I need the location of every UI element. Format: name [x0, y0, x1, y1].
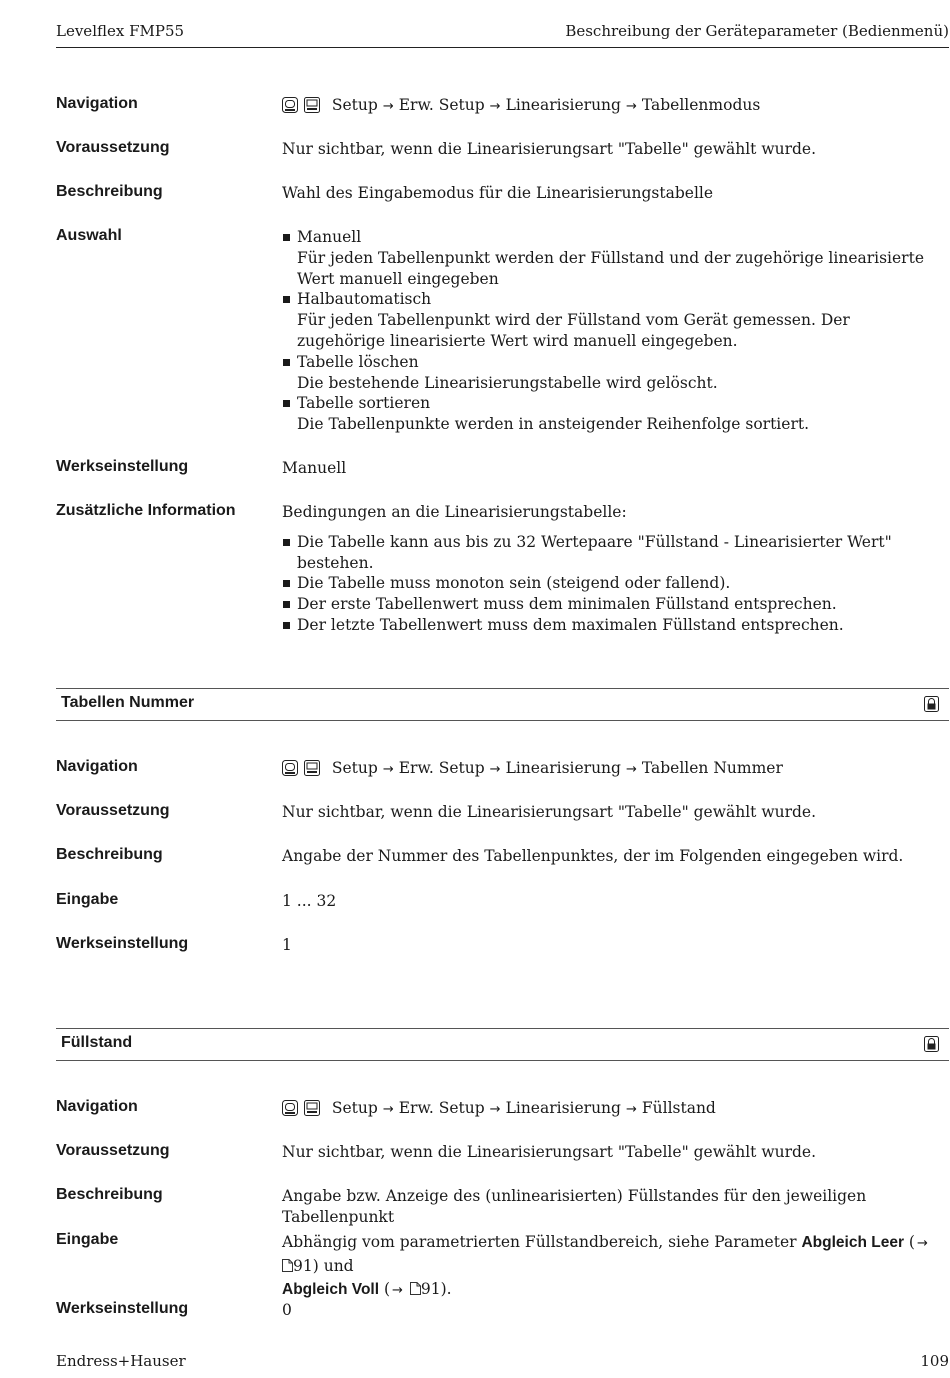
eingabe-value: 1 ... 32	[282, 892, 337, 910]
arrow-right-icon: →	[382, 762, 394, 777]
operating-tool-icon	[282, 760, 298, 776]
arrow-right-icon: →	[382, 1102, 394, 1117]
arrow-right-icon: →	[625, 762, 637, 777]
navigation-path	[282, 758, 942, 782]
parameter-link-abgleich-leer[interactable]: Abgleich Leer	[801, 1234, 904, 1251]
nav-step-1: Setup	[331, 759, 378, 777]
operating-tool-icon	[282, 97, 298, 113]
list-item	[282, 352, 942, 394]
arrow-right-icon: →	[382, 99, 394, 114]
option-title: Manuell	[297, 228, 362, 246]
parameter-title-tabellen-nummer	[56, 688, 949, 721]
beschreibung-text: Wahl des Eingabemodus für die Linearisierungstabelle	[282, 184, 714, 202]
option-title: Tabelle sortieren	[297, 394, 431, 413]
option-description: Die Tabellenpunkte werden in ansteigender Reihenfolge sortiert.	[297, 415, 810, 434]
voraussetzung-text: Nur sichtbar, wenn die Linearisierungsart "Tabelle" gewählt wurde.	[282, 140, 817, 158]
werkseinstellung-value: Manuell	[282, 459, 347, 477]
beschreibung-label: Beschreibung	[56, 1186, 163, 1203]
werkseinstellung-label: Werkseinstellung	[56, 935, 189, 952]
voraussetzung-text: Nur sichtbar, wenn die Linearisierungsart "Tabelle" gewählt wurde.	[282, 1143, 817, 1161]
beschreibung-label: Beschreibung	[56, 183, 163, 200]
voraussetzung-text: Nur sichtbar, wenn die Linearisierungsart "Tabelle" gewählt wurde.	[282, 803, 817, 821]
option-description: Für jeden Tabellenpunkt wird der Füllstand vom Gerät gemessen. Der zugehörige linearisierte Wert wird manuell eingegeben.	[297, 311, 850, 350]
parameter-title: Tabellen Nummer	[61, 694, 195, 711]
page-reference-1[interactable]: 91	[293, 1257, 313, 1275]
zusatz-intro: Bedingungen an die Linearisierungstabelle:	[282, 503, 627, 521]
list-item: Der letzte Tabellenwert muss dem maximalen Füllstand entsprechen.	[282, 615, 942, 636]
eingabe-label: Eingabe	[56, 1231, 119, 1248]
option-title: Tabelle löschen	[297, 352, 419, 371]
nav-step-4: Tabellen Nummer	[641, 759, 783, 777]
eingabe-mid: und	[323, 1257, 354, 1275]
display-icon	[304, 97, 320, 113]
werkseinstellung-value: 0	[282, 1301, 292, 1319]
arrow-right-icon: →	[392, 1283, 403, 1298]
list-item: Die Tabelle muss monoton sein (steigend oder fallend).	[282, 573, 942, 594]
voraussetzung-label: Voraussetzung	[56, 139, 170, 156]
operating-tool-icon	[282, 1100, 298, 1116]
beschreibung-label: Beschreibung	[56, 846, 163, 863]
nav-step-3: Linearisierung	[505, 1099, 621, 1117]
parameter-title: Füllstand	[61, 1034, 133, 1051]
write-protection-icon	[924, 696, 939, 716]
option-title: Halbautomatisch	[297, 290, 432, 309]
page-reference-icon	[282, 1259, 293, 1272]
option-description: Für jeden Tabellenpunkt werden der Füllstand und der zugehörige linearisierte Wert manuell eingegeben	[297, 248, 924, 288]
auswahl-label: Auswahl	[56, 227, 122, 244]
page-footer	[56, 1352, 949, 1370]
list-item: Der erste Tabellenwert muss dem minimalen Füllstand entsprechen.	[282, 594, 942, 615]
company-name: Endress+Hauser	[56, 1352, 186, 1370]
parameter-title-fuellstand	[56, 1028, 949, 1061]
navigation-label: Navigation	[56, 95, 138, 112]
auswahl-list	[282, 227, 942, 435]
menu-icons	[282, 760, 321, 782]
arrow-right-icon: →	[625, 1102, 637, 1117]
option-description: Die bestehende Linearisierungstabelle wird gelöscht.	[297, 373, 718, 392]
eingabe-prefix: Abhängig vom parametrierten Füllstandbereich, siehe Parameter	[282, 1233, 797, 1251]
list-item	[282, 393, 942, 435]
arrow-right-icon: →	[489, 1102, 501, 1117]
nav-step-1: Setup	[331, 96, 378, 114]
display-icon	[304, 760, 320, 776]
zusatz-label: Zusätzliche Information	[56, 502, 236, 519]
nav-step-4: Tabellenmodus	[641, 96, 761, 114]
eingabe-label: Eingabe	[56, 891, 119, 908]
werkseinstellung-value: 1	[282, 936, 292, 954]
voraussetzung-label: Voraussetzung	[56, 1142, 170, 1159]
eingabe-text: Abhängig vom parametrierten Füllstandbereich, siehe Parameter Abgleich Leer ( → 91) und Abgleich Voll ( → 91).	[282, 1233, 928, 1298]
page-reference-icon	[410, 1282, 421, 1295]
eingabe-end: .	[446, 1280, 452, 1298]
navigation-label: Navigation	[56, 1098, 138, 1115]
arrow-right-icon: →	[489, 99, 501, 114]
nav-step-3: Linearisierung	[505, 96, 621, 114]
list-item	[282, 289, 942, 351]
navigation-path	[282, 1098, 942, 1122]
beschreibung-text: Angabe der Nummer des Tabellenpunktes, der im Folgenden eingegeben wird.	[282, 847, 904, 865]
beschreibung-text: Angabe bzw. Anzeige des (unlinearisierten) Füllstandes für den jeweiligen Tabellenpunkt	[282, 1187, 867, 1226]
page-reference-2[interactable]: 91	[420, 1280, 441, 1298]
arrow-right-icon: →	[625, 99, 637, 114]
page-header	[56, 22, 949, 48]
display-icon	[304, 1100, 320, 1116]
nav-step-2: Erw. Setup	[398, 759, 485, 777]
werkseinstellung-label: Werkseinstellung	[56, 1300, 189, 1317]
page-number: 109	[920, 1352, 949, 1370]
zusatz-content	[282, 502, 942, 636]
write-protection-icon	[924, 1036, 939, 1056]
nav-step-3: Linearisierung	[505, 759, 621, 777]
voraussetzung-label: Voraussetzung	[56, 802, 170, 819]
arrow-right-icon: →	[489, 762, 501, 777]
navigation-path	[282, 95, 942, 119]
list-item: Die Tabelle kann aus bis zu 32 Wertepaare "Füllstand - Linearisierter Wert" bestehen.	[282, 532, 942, 574]
nav-step-4: Füllstand	[641, 1099, 716, 1117]
document-title: Levelflex FMP55	[56, 22, 185, 40]
nav-step-2: Erw. Setup	[398, 1099, 485, 1117]
werkseinstellung-label: Werkseinstellung	[56, 458, 189, 475]
arrow-right-icon: →	[916, 1236, 928, 1251]
list-item	[282, 227, 942, 289]
parameter-link-abgleich-voll[interactable]: Abgleich Voll	[282, 1281, 380, 1298]
menu-icons	[282, 1100, 321, 1122]
nav-step-1: Setup	[331, 1099, 378, 1117]
chapter-title: Beschreibung der Geräteparameter (Bedienmenü)	[565, 22, 949, 40]
menu-icons	[282, 97, 321, 119]
navigation-label: Navigation	[56, 758, 138, 775]
nav-step-2: Erw. Setup	[398, 96, 485, 114]
